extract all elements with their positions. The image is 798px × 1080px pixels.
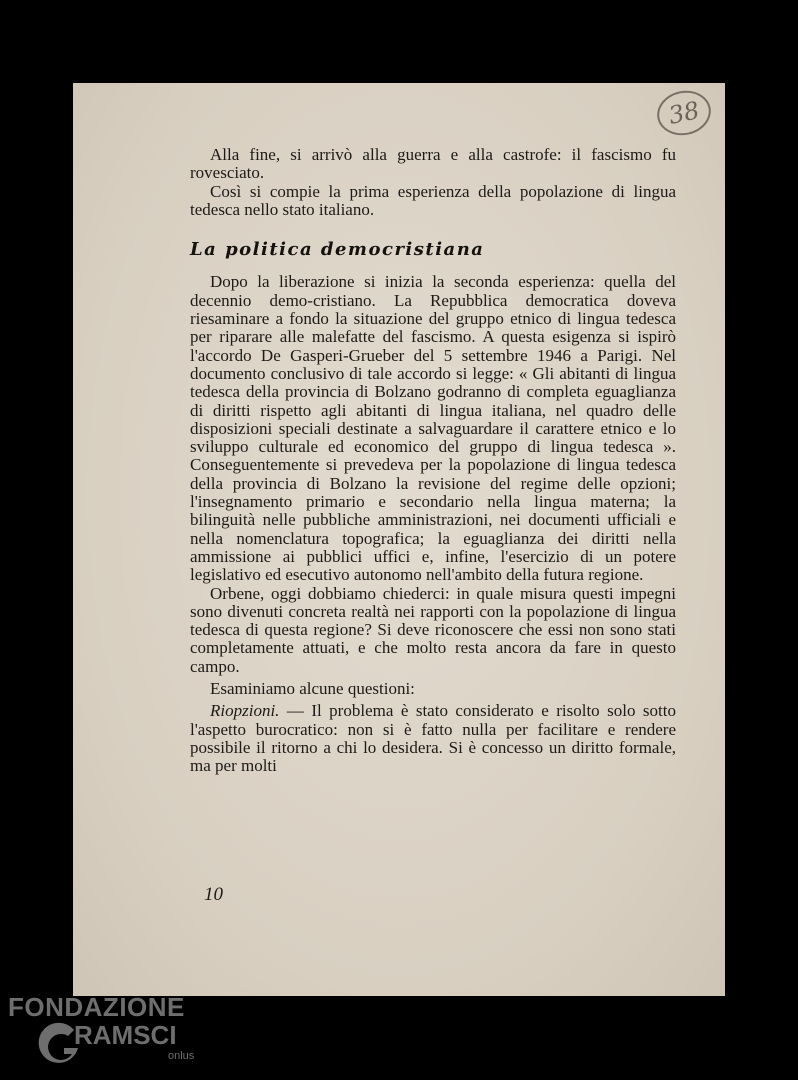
handwritten-page-number: 38 xyxy=(653,86,715,140)
fondazione-gramsci-logo xyxy=(8,992,198,1072)
paragraph-6-lead: Riopzioni. xyxy=(210,701,280,721)
page-folio: 10 xyxy=(204,884,223,905)
logo-line-1: FONDAZIONE xyxy=(8,992,185,1022)
paragraph-1: Alla fine, si arrivò alla guerra e alla castrofe: il fascismo fu rovesciato. xyxy=(190,145,676,183)
paragraph-2: Così si compie la prima esperienza della popolazione di lingua tedesca nello stato italiano. xyxy=(190,181,676,219)
logo-line-2: RAMSCI xyxy=(74,1020,177,1050)
paragraph-6 xyxy=(190,702,676,775)
paragraph-5: Esaminiamo alcune questioni: xyxy=(210,679,415,699)
logo-suffix: onlus xyxy=(168,1050,195,1062)
paragraph-6-text: — Il problema è stato considerato e risolto solo sotto l'aspetto burocratico: non si è fatto nulla per facilitare e rendere possibile il ritorno a chi lo desidera. Si è concesso un diritto formale, ma per molti xyxy=(190,701,676,776)
section-heading: La politica democristiana xyxy=(190,239,485,261)
paragraph-4: Orbene, oggi dobbiamo chiederci: in quale misura questi impegni sono divenuti concreta realtà nei rapporti con la popolazione di lingua tedesca di questa regione? Si deve riconoscere che essi non sono stati completamente attuati, e che molto resta ancora da fare in questo campo. xyxy=(190,583,676,676)
paragraph-3: Dopo la liberazione si inizia la seconda esperienza: quella del decennio demo-cristiano. La Repubblica democratica doveva riesaminare a fondo la situazione del gruppo etnico di lingua tedesca per riparare alle malefatte del fascismo. A questa esigenza si ispirò l'accordo De Gasperi-Grueber del 5 settembre 1946 a Parigi. Nel documento conclusivo di tale accordo si legge: « Gli abitanti di lingua tedesca della provincia di Bolzano godranno di completa eguaglianza di diritti rispetto agli abitanti di lingua italiana, nel quadro delle disposizioni speciali destinate a salvaguardare il carattere etnico e lo sviluppo culturale ed economico del gruppo di lingua tedesca ». Conseguentemente si prevedeva per la popolazione di lingua tedesca della provincia di Bolzano la revisione del regime delle opzioni; l'insegnamento primario e secondario nella lingua materna; la bilinguità nelle pubbliche amministrazioni, nei documenti ufficiali e nella nomenclatura topografica; la eguaglianza dei diritti nella ammissione ai pubblici uffici e, infine, l'esercizio di un potere legislativo ed esecutivo autonomo nell'ambito della futura regione. xyxy=(190,272,676,585)
page-text xyxy=(190,146,676,776)
